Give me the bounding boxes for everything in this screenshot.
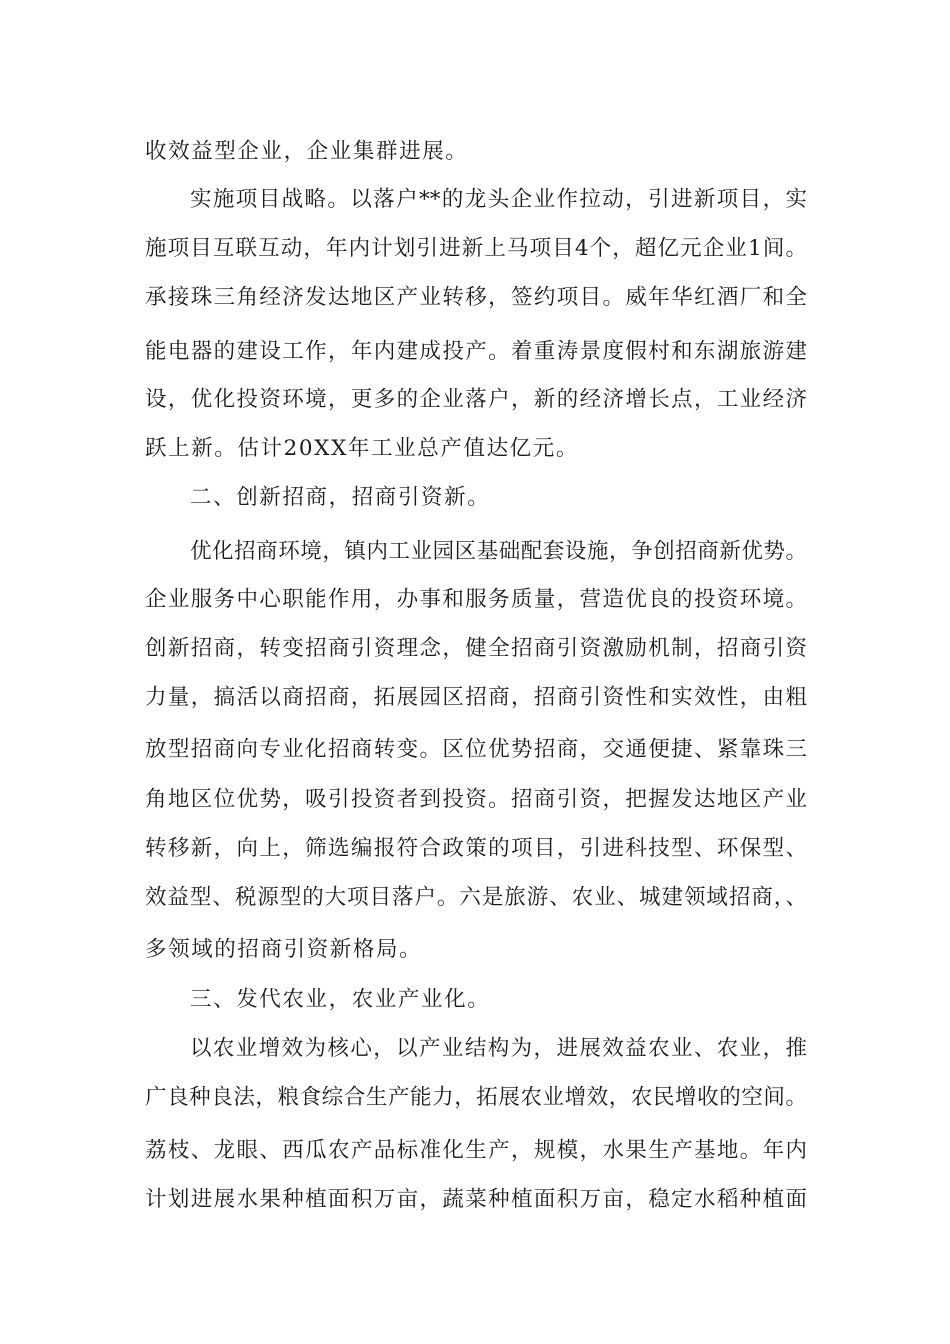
text-line-6: 设，优化投资环境，更多的企业落户，新的经济增长点，工业经济 (145, 387, 807, 412)
text-line-9: 优化招商环境，镇内工业园区基础配套设施，争创招商新优势。 (190, 539, 807, 564)
text-line-22: 计划进展水果种植面积万亩，蔬菜种植面积万亩，稳定水稻种植面 (145, 1187, 807, 1212)
text-line-3: 施项目互联互动，年内计划引进新上马项目4个，超亿元企业1间。 (145, 236, 807, 261)
text-line-21: 荔枝、龙眼、西瓜农产品标准化生产，规模，水果生产基地。年内 (145, 1138, 807, 1163)
text-line-13: 放型招商向专业化招商转变。区位优势招商，交通便捷、紧靠珠三 (145, 737, 807, 762)
text-line-10: 企业服务中心职能作用，办事和服务质量，营造优良的投资环境。 (145, 587, 807, 612)
section-heading-2: 二、创新招商，招商引资新。 (190, 485, 491, 510)
text-line-19: 以农业增效为核心，以产业结构为，进展效益农业、农业，推 (190, 1036, 807, 1061)
text-line-1: 收效益型企业，企业集群进展。 (145, 139, 469, 164)
text-line-20: 广良种良法，粮食综合生产能力，拓展农业增效，农民增收的空间。 (145, 1085, 807, 1110)
text-line-12: 力量，搞活以商招商，拓展园区招商，招商引资性和实效性，由粗 (145, 685, 807, 710)
text-line-5: 能电器的建设工作，年内建成投产。着重涛景度假村和东湖旅游建 (145, 339, 807, 364)
section-heading-3: 三、发代农业，农业产业化。 (190, 987, 491, 1012)
text-line-7: 跃上新。估计20XX年工业总产值达亿元。 (145, 436, 579, 461)
text-line-14: 角地区位优势，吸引投资者到投资。招商引资，把握发达地区产业 (145, 787, 807, 812)
text-line-4: 承接珠三角经济发达地区产业转移，签约项目。威年华红酒厂和全 (145, 285, 807, 310)
text-line-2: 实施项目战略。以落户**的龙头企业作拉动，引进新项目，实 (190, 187, 807, 212)
text-line-17: 多领域的招商引资新格局。 (145, 937, 423, 962)
text-line-15: 转移新，向上，筛选编报符合政策的项目，引进科技型、环保型、 (145, 836, 807, 861)
text-line-16: 效益型、税源型的大项目落户。六是旅游、农业、城建领域招商，、 (145, 885, 807, 910)
text-line-11: 创新招商，转变招商引资理念，健全招商引资激励机制，招商引资 (145, 636, 807, 661)
